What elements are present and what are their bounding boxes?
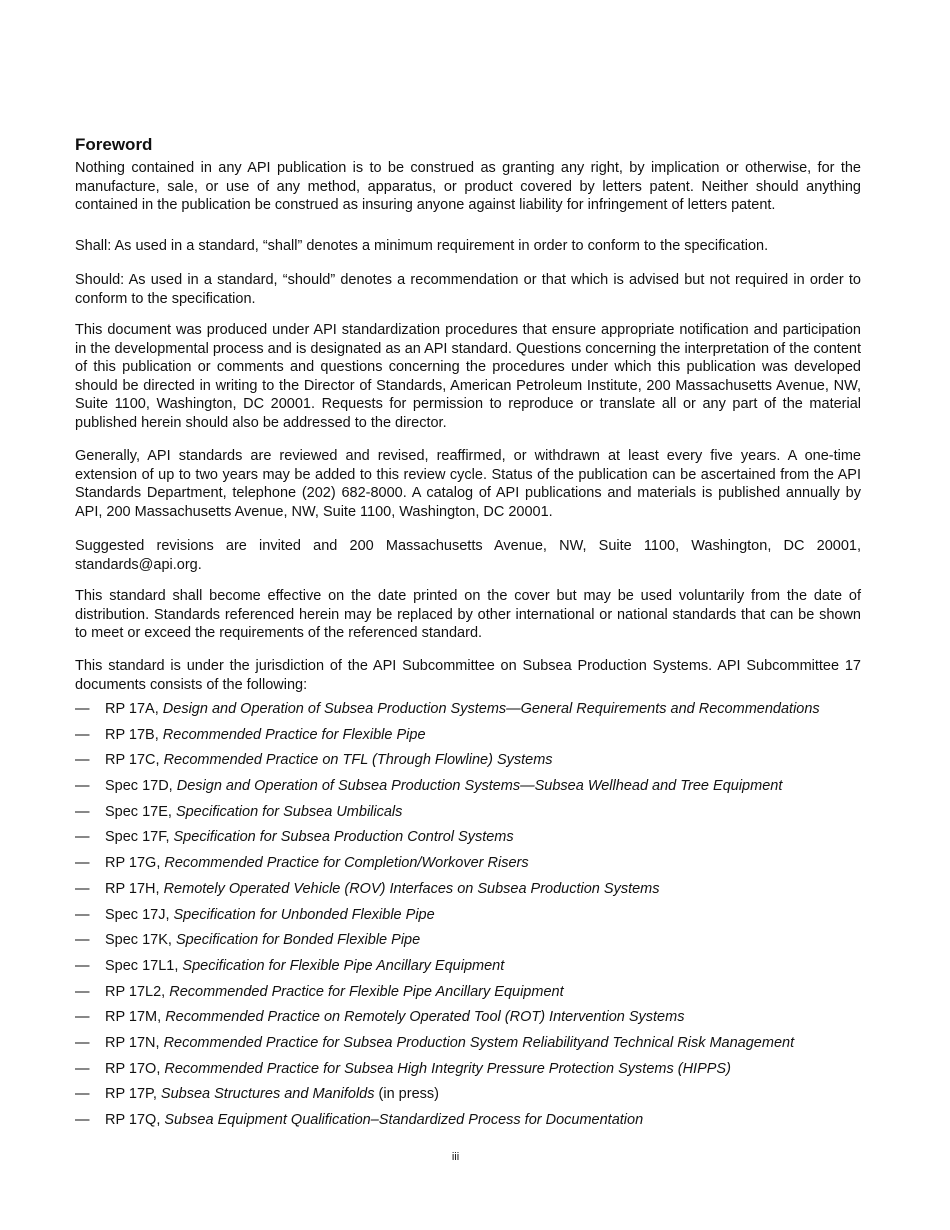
list-item: [75, 699, 875, 725]
dash-bullet: —: [75, 803, 90, 820]
document-code: RP 17A,: [105, 701, 163, 717]
list-item: [75, 802, 875, 828]
document-code: RP 17P,: [105, 1086, 161, 1103]
dash-bullet: —: [75, 829, 90, 846]
dash-bullet: —: [75, 1034, 90, 1051]
list-item: [75, 1110, 875, 1136]
paragraph-shall: Shall: As used in a standard, “shall” denotes a minimum requirement in order to conform to the specification.: [75, 238, 769, 254]
dash-bullet: —: [75, 726, 90, 743]
document-note: (in press): [374, 1086, 439, 1103]
document-title: Recommended Practice for Flexible Pipe Ancillary Equipment: [169, 983, 564, 1000]
dash-bullet: —: [75, 855, 90, 872]
document-title: Recommended Practice on Remotely Operated Tool (ROT) Intervention Systems: [165, 1009, 685, 1026]
dash-bullet: —: [75, 957, 90, 974]
document-title: Specification for Bonded Flexible Pipe: [175, 932, 421, 949]
document-title: Remotely Operated Vehicle (ROV) Interfaces on Subsea Production Systems: [163, 880, 660, 897]
document-code: Spec 17D,: [105, 778, 177, 795]
list-item: [75, 956, 875, 982]
dash-bullet: —: [75, 1009, 90, 1026]
paragraph-patent: Nothing contained in any API publication is to be construed as granting any right, by implication or otherwise, for the manufacture, sale, or use of any method, apparatus, or product covered by letters patent. Neither should anything contained in the publication be construed as insuring anyone against liability for infringement of letters patent.: [75, 160, 861, 213]
paragraph-jurisdiction: This standard is under the jurisdiction of the API Subcommittee on Subsea Production Systems. API Subcommittee 17 documents consists of the following:: [75, 658, 861, 693]
dash-bullet: —: [75, 906, 90, 923]
paragraph-should: Should: As used in a standard, “should” denotes a recommendation or that which is advised but not required in order to conform to the specification.: [75, 272, 861, 307]
list-item: [75, 905, 875, 931]
document-title: Recommended Practice for Flexible Pipe: [162, 726, 426, 743]
list-item: [75, 930, 875, 956]
dash-bullet: —: [75, 752, 90, 769]
dash-bullet: —: [75, 932, 90, 949]
page-title: Foreword: [75, 135, 153, 154]
document-title: Specification for Subsea Umbilicals: [175, 803, 403, 820]
document-title: Specification for Flexible Pipe Ancillary Equipment: [182, 957, 505, 974]
dash-bullet: —: [75, 983, 90, 1000]
dash-bullet: —: [75, 1060, 90, 1077]
document-code: Spec 17L1,: [105, 957, 183, 974]
dash-bullet: —: [75, 778, 90, 795]
list-item: [75, 1007, 875, 1033]
document-list: [75, 699, 875, 1136]
document-code: RP 17Q,: [105, 1112, 165, 1128]
document-title: Subsea Structures and Manifolds: [160, 1086, 375, 1103]
list-item: [75, 750, 875, 776]
list-item: [75, 853, 875, 879]
document-title: Design and Operation of Subsea Production Systems—Subsea Wellhead and Tree Equipment: [176, 778, 783, 795]
paragraph-procedures: This document was produced under API standardization procedures that ensure appropriate notification and participation in the developmental process and is designated as an API standard. Questions concerning the interpretation of the content of this publication or comments and questions concerning the procedures under which this publication was developed should be directed in writing to the Director of Standards, American Petroleum Institute, 200 Massachusetts Avenue, NW, Suite 1100, Washington, DC 20001. Requests for permission to reproduce or translate all or any part of the material published herein should also be addressed to the director.: [75, 322, 861, 431]
paragraph-review: Generally, API standards are reviewed and revised, reaffirmed, or withdrawn at least every five years. A one-time extension of up to two years may be added to this review cycle. Status of the publication can be ascertained from the API Standards Department, telephone (202) 682-8000. A catalog of API publications and materials is published annually by API, 200 Massachusetts Avenue, NW, Suite 1100, Washington, DC 20001.: [75, 448, 861, 520]
document-title: Recommended Practice for Subsea High Integrity Pressure Protection Systems (HIPPS): [164, 1060, 731, 1077]
list-item: [75, 1059, 875, 1085]
document-code: RP 17L2,: [105, 983, 170, 1000]
dash-bullet: —: [75, 701, 90, 717]
document-code: Spec 17K,: [105, 932, 176, 949]
document-code: RP 17N,: [105, 1034, 164, 1051]
list-item: [75, 725, 875, 751]
document-title: Recommended Practice for Completion/Workover Risers: [164, 855, 529, 872]
list-item: [75, 879, 875, 905]
document-code: Spec 17F,: [105, 829, 174, 846]
document-code: RP 17G,: [105, 855, 165, 872]
document-code: RP 17O,: [105, 1060, 165, 1077]
dash-bullet: —: [75, 1112, 90, 1128]
paragraph-revisions: Suggested revisions are invited and 200 Massachusetts Avenue, NW, Suite 1100, Washington, DC 20001, standards@api.org.: [75, 538, 861, 573]
paragraph-effective: This standard shall become effective on the date printed on the cover but may be used voluntarily from the date of distribution. Standards referenced herein may be replaced by other international or national standards that can be shown to meet or exceed the requirements of the referenced standard.: [75, 588, 861, 641]
document-title: Recommended Practice for Subsea Production System Reliabilityand Technical Risk Management: [163, 1034, 795, 1051]
document-code: RP 17M,: [105, 1009, 166, 1026]
list-item: [75, 982, 875, 1008]
dash-bullet: —: [75, 1086, 90, 1103]
list-item: [75, 827, 875, 853]
document-code: RP 17C,: [105, 752, 164, 769]
document-code: RP 17H,: [105, 880, 164, 897]
list-item: [75, 776, 875, 802]
document-code: Spec 17J,: [105, 906, 174, 923]
document-title: Design and Operation of Subsea Production Systems—General Requirements and Recommendations: [162, 701, 820, 717]
document-code: Spec 17E,: [105, 803, 176, 820]
list-item: [75, 1084, 875, 1110]
document-title: Specification for Subsea Production Control Systems: [173, 829, 514, 846]
document-title: Specification for Unbonded Flexible Pipe: [173, 906, 435, 923]
dash-bullet: —: [75, 880, 90, 897]
document-title: Recommended Practice on TFL (Through Flowline) Systems: [163, 752, 553, 769]
list-item: [75, 1033, 875, 1059]
page-number: iii: [451, 1151, 460, 1163]
document-code: RP 17B,: [105, 726, 163, 743]
document-title: Subsea Equipment Qualification–Standardized Process for Documentation: [164, 1112, 644, 1128]
